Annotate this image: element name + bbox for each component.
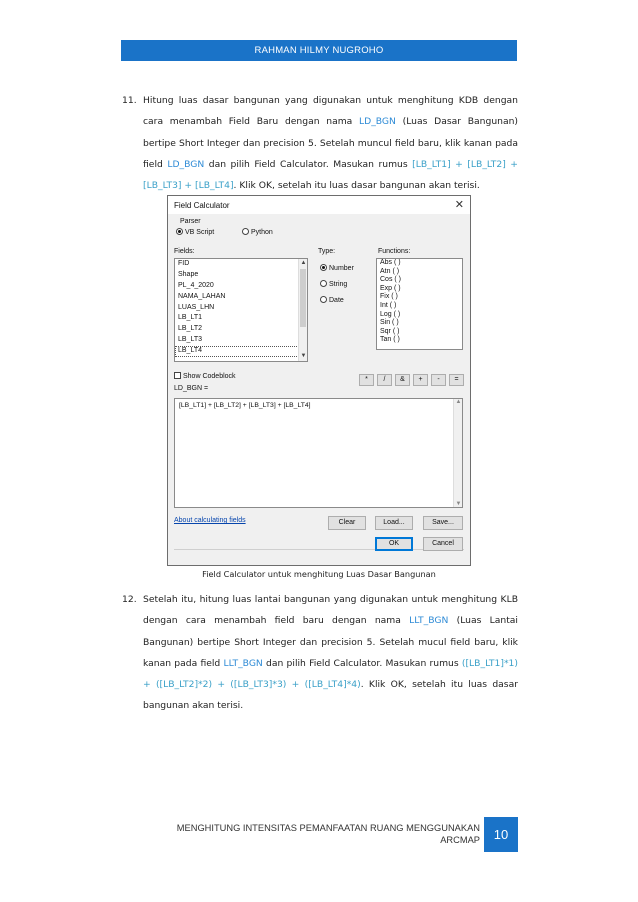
field-calculator-dialog [167,195,471,566]
list-item[interactable]: Cos ( ) [380,276,401,284]
list-item[interactable]: LB_LT4 [175,346,307,357]
radio-icon [320,296,327,303]
divider [174,549,464,550]
field-name-ld-bgn: LD_BGN [167,158,205,170]
cancel-button[interactable]: Cancel [423,537,463,551]
footer-title: MENGHITUNG INTENSITAS PEMANFAATAN RUANG MENGGUNAKAN ARCMAP [176,823,480,845]
list-item[interactable]: Sin ( ) [380,319,399,327]
list-item[interactable]: LB_LT3 [178,336,202,344]
parser-group [174,218,284,244]
type-date-radio[interactable]: Date [320,296,344,304]
header-bar [121,40,517,61]
parser-label: Parser [180,218,201,225]
formula: ([LB_LT1]*1) + ([LB_LT2]*2) + ([LB_LT3]*3) + ([LB_LT4]*4) [143,657,518,691]
type-number-radio[interactable]: Number [320,264,354,272]
radio-icon [320,280,327,287]
author-name: RAHMAN HILMY NUGROHO [254,45,384,56]
chevron-down-icon[interactable]: ▼ [300,353,307,359]
radio-selected-icon [320,264,327,271]
field-name-llt-bgn: LLT_BGN [223,657,263,669]
list-item[interactable]: LB_LT2 [178,325,202,333]
step-12 [122,589,518,717]
operator-concat-button[interactable]: & [395,374,410,386]
list-item[interactable]: Int ( ) [380,301,397,309]
list-item[interactable]: Tan ( ) [380,336,400,344]
chevron-up-icon[interactable]: ▲ [300,260,307,266]
load-button[interactable]: Load... [375,516,413,530]
expression-scrollbar[interactable] [453,399,462,507]
clear-button[interactable]: Clear [328,516,366,530]
list-item[interactable]: Log ( ) [380,310,401,318]
expression-input[interactable] [174,398,463,508]
list-item[interactable]: Exp ( ) [380,284,401,292]
figure-caption: Field Calculator untuk menghitung Luas Dasar Bangunan [202,569,436,579]
type-string-radio[interactable]: String [320,280,347,288]
radio-icon [242,228,249,235]
page-number: 10 [484,817,518,852]
show-codeblock-checkbox[interactable]: Show Codeblock [174,372,236,380]
functions-list[interactable] [376,258,463,350]
operator-equals-button[interactable]: = [449,374,464,386]
step-11 [122,90,518,196]
list-item[interactable]: Atn ( ) [380,267,400,275]
expression-label: LD_BGN = [174,385,209,392]
list-item[interactable]: LUAS_LHN [178,303,215,311]
parser-vbscript-radio[interactable]: VB Script [176,228,214,236]
expression-text: [LB_LT1] + [LB_LT2] + [LB_LT3] + [LB_LT4] [179,402,311,409]
formula: [LB_LT1] + [LB_LT2] + [LB_LT3] + [LB_LT4] [143,158,519,192]
chevron-down-icon[interactable]: ▼ [455,501,462,507]
scroll-thumb[interactable] [300,269,306,327]
list-item[interactable]: FID [178,260,190,267]
list-item[interactable]: Sqr ( ) [380,327,400,335]
operator-plus-button[interactable]: + [413,374,428,386]
field-name-ld-bgn: LD_BGN [359,116,396,128]
list-item[interactable]: LB_LT1 [178,314,202,322]
operator-minus-button[interactable]: - [431,374,446,386]
list-item[interactable]: NAMA_LAHAN [178,292,226,300]
operator-divide-button[interactable]: / [377,374,392,386]
list-item[interactable]: Fix ( ) [380,293,398,301]
dialog-body [168,214,470,565]
about-calculating-fields-link[interactable]: About calculating fields [174,517,246,524]
step-text: Setelah itu, hitung luas lantai bangunan yang digunakan untuk menghitung KLB dengan cara menambah field baru dengan nama LLT_BGN (Luas Lantai Bangunan) bertipe Short Integer dan precision 5. Setelah mucul field baru, klik kanan pada field LLT_BGN dan pilih Field Calculator. Masukan rumus ([LB_LT1]*1) + ([LB_LT2]*2) + ([LB_LT3]*3) + ([LB_LT4]*4). Klik OK, setelah itu luas dasar bangunan akan terisi. [143,594,518,712]
step-text: Hitung luas dasar bangunan yang digunakan untuk menghitung KDB dengan cara menambah Field Baru dengan nama LD_BGN (Luas Dasar Bangunan) bertipe Short Integer dan precision 5. Setelah muncul field baru, klik kanan pada field LD_BGN dan pilih Field Calculator. Masukan rumus [LB_LT1] + [LB_LT2] + [LB_LT3] + [LB_LT4]. Klik OK, setelah itu luas dasar bangunan akan terisi. [143,95,519,192]
list-item[interactable]: Abs ( ) [380,259,401,266]
step-number: 12. [122,594,137,605]
functions-label: Functions: [378,248,411,255]
radio-selected-icon [176,228,183,235]
list-item[interactable]: Shape [178,270,199,278]
dialog-title: Field Calculator [174,201,230,210]
save-button[interactable]: Save... [423,516,463,530]
operator-multiply-button[interactable]: * [359,374,374,386]
checkbox-icon [174,372,181,379]
parser-python-radio[interactable]: Python [242,228,273,236]
type-label: Type: [318,248,336,255]
list-item[interactable]: PL_4_2020 [178,281,214,289]
chevron-up-icon[interactable]: ▲ [455,399,462,405]
fields-scrollbar[interactable] [298,259,307,361]
close-icon[interactable]: ✕ [454,199,464,211]
step-number: 11. [122,95,137,106]
ok-button[interactable]: OK [375,537,413,551]
field-name-llt-bgn: LLT_BGN [409,615,449,627]
fields-label: Fields: [174,248,195,255]
fields-list[interactable] [174,258,308,362]
